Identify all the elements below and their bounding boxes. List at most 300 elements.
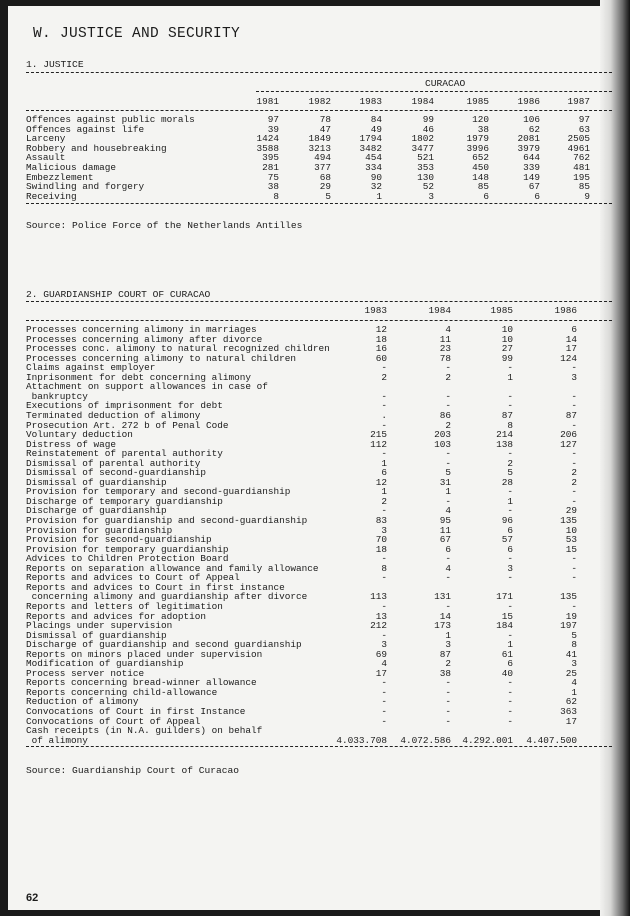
- table-cell: 53: [565, 534, 577, 546]
- table-cell: 4.033.708: [336, 734, 387, 746]
- table-cell: 2: [445, 658, 451, 670]
- table-cell: 135: [560, 591, 577, 603]
- table-cell: 1424: [256, 133, 279, 145]
- table-row-label: Processes concerning alimony after divorce: [26, 333, 263, 345]
- table-cell: 10: [501, 324, 513, 335]
- table-cell: 4: [445, 324, 451, 335]
- table-cell: -: [571, 448, 577, 460]
- table-cell: 3: [571, 658, 577, 670]
- table-cell: 120: [472, 114, 489, 125]
- table-cell: 13: [375, 610, 387, 622]
- table-cell: 12: [375, 476, 387, 488]
- table-row-label: Dismissal of guardianship: [26, 476, 167, 488]
- table-cell: 2: [571, 476, 577, 488]
- table-cell: -: [571, 572, 577, 584]
- table-cell: 2: [571, 467, 577, 479]
- table-cell: 18: [375, 543, 387, 555]
- table-cell: 197: [560, 620, 577, 632]
- table-cell: 6: [381, 467, 387, 479]
- table-cell: -: [381, 390, 387, 402]
- table-cell: 4.292.001: [462, 734, 513, 746]
- table-row-label: concerning alimony and guardianship after divorce: [26, 591, 308, 603]
- table-cell: 69: [375, 648, 387, 660]
- table-cell: -: [571, 400, 577, 412]
- table-row-label: Receiving: [26, 190, 77, 202]
- table-cell: -: [381, 400, 387, 412]
- table-cell: 63: [578, 123, 590, 135]
- table-cell: 3588: [256, 142, 279, 154]
- table-cell: 38: [439, 667, 451, 679]
- table-cell: 1: [507, 639, 513, 651]
- table-cell: 762: [573, 152, 590, 164]
- divider: [26, 301, 612, 302]
- table-cell: 1: [381, 486, 387, 498]
- table-cell: 3: [445, 639, 451, 651]
- table-row-label: Process server notice: [26, 667, 145, 679]
- table-row-label: Embezzlement: [26, 171, 94, 183]
- table-cell: 1794: [359, 133, 382, 145]
- table-row-label: Provision for second-guardianship: [26, 534, 212, 546]
- table-cell: 112: [370, 438, 387, 450]
- table-cell: 3477: [411, 142, 434, 154]
- table-cell: 3979: [517, 142, 540, 154]
- table-cell: -: [507, 600, 513, 612]
- table-row-label: Provision for guardianship and second-guardianship: [26, 515, 308, 526]
- table-cell: 47: [319, 123, 331, 135]
- table-cell: 3: [381, 524, 387, 536]
- year-header: 1985: [490, 305, 513, 316]
- table-cell: 2505: [567, 133, 590, 145]
- table-cell: 46: [422, 123, 434, 135]
- table-cell: 521: [417, 152, 434, 164]
- table-row-label: Larceny: [26, 133, 66, 145]
- table-cell: 3: [428, 190, 434, 202]
- table-cell: 4: [571, 677, 577, 689]
- table-cell: 62: [565, 696, 577, 708]
- table-cell: 4: [445, 562, 451, 574]
- table-row-label: bankruptcy: [26, 390, 88, 402]
- table-cell: 1: [376, 190, 382, 202]
- table-cell: 28: [501, 476, 513, 488]
- table-cell: -: [571, 553, 577, 565]
- table-cell: 2: [507, 457, 513, 469]
- table-cell: -: [571, 495, 577, 507]
- table-cell: 4.072.586: [400, 734, 451, 746]
- table-row-label: Reports and advices to Court in first instance: [26, 581, 285, 593]
- table-cell: 2081: [517, 133, 540, 145]
- table-cell: 17: [565, 715, 577, 727]
- table-row-label: Provision for temporary guardianship: [26, 543, 229, 555]
- table-cell: 113: [370, 591, 387, 603]
- divider: [26, 746, 612, 747]
- table-cell: 652: [472, 152, 489, 164]
- page-title: W. JUSTICE AND SECURITY: [33, 26, 241, 42]
- table-cell: 6: [483, 190, 489, 202]
- table-cell: 212: [370, 620, 387, 632]
- table-row-label: Inprisonment for debt concerning alimony: [26, 371, 252, 383]
- year-header: 1987: [567, 96, 590, 107]
- table-cell: -: [507, 715, 513, 727]
- table-cell: 481: [573, 162, 590, 173]
- table-cell: -: [381, 706, 387, 717]
- divider: [26, 110, 612, 111]
- table-row-label: Prosecution Art. 272 b of Penal Code: [26, 419, 229, 431]
- table-cell: 60: [375, 352, 387, 364]
- table-cell: 84: [370, 114, 382, 125]
- year-header: 1981: [256, 96, 279, 107]
- table-cell: 206: [560, 429, 577, 441]
- table-row-label: Reinstatement of parental authority: [26, 448, 223, 460]
- table-cell: 6: [445, 543, 451, 555]
- table-cell: 62: [528, 123, 540, 135]
- table-cell: -: [445, 390, 451, 402]
- table-cell: 3: [507, 562, 513, 574]
- table-cell: 23: [439, 343, 451, 355]
- page-binding-edge: [600, 0, 630, 916]
- table-row-label: Swindling and forgery: [26, 181, 145, 193]
- table-row-label: Dismissal of guardianship: [26, 629, 167, 641]
- table-cell: 1: [507, 371, 513, 383]
- divider: [26, 72, 612, 73]
- table-cell: 4961: [567, 142, 590, 154]
- table-row-label: Distress of wage: [26, 438, 117, 450]
- table-row-label: Modification of guardianship: [26, 658, 184, 670]
- table-cell: 131: [434, 591, 451, 603]
- guardianship-heading: 2. GUARDIANSHIP COURT OF CURACAO: [26, 289, 211, 300]
- table-cell: -: [507, 572, 513, 584]
- table-cell: -: [381, 686, 387, 698]
- table-cell: 9: [584, 190, 590, 202]
- year-header: 1983: [364, 305, 387, 316]
- table-cell: 17: [375, 667, 387, 679]
- table-cell: 41: [565, 648, 577, 660]
- table-cell: 6: [534, 190, 540, 202]
- table-cell: 3: [381, 639, 387, 651]
- table-cell: 67: [528, 181, 540, 193]
- table-cell: 1802: [411, 133, 434, 145]
- table-cell: 148: [472, 171, 489, 183]
- table-row-label: Dismissal of second-guardianship: [26, 467, 207, 479]
- table-row-label: Reports on minors placed under supervision: [26, 648, 263, 660]
- table-cell: -: [445, 362, 451, 374]
- table-cell: 127: [560, 438, 577, 450]
- table-cell: 2: [445, 371, 451, 383]
- table-cell: -: [381, 572, 387, 584]
- table-cell: 83: [375, 515, 387, 526]
- table-row-label: Processes concerning alimony in marriages: [26, 324, 257, 335]
- divider: [26, 203, 612, 204]
- table-row-label: Offences against public morals: [26, 114, 195, 125]
- table-cell: 40: [501, 667, 513, 679]
- table-cell: 61: [501, 648, 513, 660]
- table-cell: 16: [375, 343, 387, 355]
- table-cell: -: [445, 400, 451, 412]
- justice-heading: 1. JUSTICE: [26, 59, 84, 70]
- table-cell: 78: [319, 114, 331, 125]
- year-header: 1982: [308, 96, 331, 107]
- table-cell: 85: [578, 181, 590, 193]
- table-cell: 1: [507, 495, 513, 507]
- table-row-label: Reports concerning bread-winner allowance: [26, 677, 257, 689]
- table-cell: 363: [560, 706, 577, 717]
- table-row-label: Assault: [26, 152, 66, 164]
- table-cell: -: [507, 629, 513, 641]
- table-cell: -: [507, 390, 513, 402]
- table-cell: -: [571, 486, 577, 498]
- table-row-label: Dismissal of parental authority: [26, 457, 201, 469]
- table-row-label: Provision for guardianship: [26, 524, 173, 536]
- table-cell: -: [445, 715, 451, 727]
- table-cell: 353: [417, 162, 434, 173]
- table-cell: 87: [501, 409, 513, 421]
- table-row-label: Reports and letters of legitimation: [26, 600, 223, 612]
- table-cell: -: [571, 562, 577, 574]
- table-row-label: Cash receipts (in N.A. guilders) on behalf: [26, 725, 263, 737]
- table-row-label: Executions of imprisonment for debt: [26, 400, 223, 412]
- table-row-label: Reports and advices for adoption: [26, 610, 207, 622]
- table-row-label: Voluntary deduction: [26, 429, 133, 441]
- table-cell: -: [381, 677, 387, 689]
- divider: [256, 91, 612, 92]
- table-cell: 395: [262, 152, 279, 164]
- table-cell: 6: [507, 524, 513, 536]
- table-cell: 1: [381, 457, 387, 469]
- table-cell: 135: [560, 515, 577, 526]
- table-cell: 99: [501, 352, 513, 364]
- table-row-label: Offences against life: [26, 123, 145, 135]
- table-cell: -: [571, 419, 577, 431]
- table-cell: 138: [496, 438, 513, 450]
- table-cell: -: [507, 696, 513, 708]
- table-cell: -: [381, 419, 387, 431]
- table-cell: 18: [375, 333, 387, 345]
- table-cell: 99: [422, 114, 434, 125]
- table-cell: 281: [262, 162, 279, 173]
- table-cell: 195: [573, 171, 590, 183]
- table-cell: 85: [477, 181, 489, 193]
- table-cell: 11: [439, 524, 451, 536]
- table-cell: -: [571, 362, 577, 374]
- table-cell: 5: [445, 467, 451, 479]
- table-cell: 25: [565, 667, 577, 679]
- table-cell: 70: [375, 534, 387, 546]
- table-cell: 95: [439, 515, 451, 526]
- table-cell: 171: [496, 591, 513, 603]
- table-cell: 75: [267, 171, 279, 183]
- table-cell: -: [507, 486, 513, 498]
- justice-source: Source: Police Force of the Netherlands Antilles: [26, 220, 303, 231]
- table-cell: 19: [565, 610, 577, 622]
- table-cell: 6: [571, 324, 577, 335]
- table-cell: -: [507, 400, 513, 412]
- table-cell: 32: [370, 181, 382, 193]
- table-cell: -: [381, 448, 387, 460]
- table-row-label: Processes concerning alimony to natural children: [26, 352, 297, 364]
- table-cell: .: [381, 409, 387, 421]
- table-cell: 215: [370, 429, 387, 441]
- table-cell: 8: [571, 639, 577, 651]
- table-cell: 67: [439, 534, 451, 546]
- table-cell: 68: [319, 171, 331, 183]
- table-cell: 14: [565, 333, 577, 345]
- table-cell: -: [445, 696, 451, 708]
- table-cell: -: [507, 553, 513, 565]
- divider: [26, 320, 612, 321]
- table-cell: 49: [370, 123, 382, 135]
- table-cell: -: [445, 572, 451, 584]
- table-cell: 87: [565, 409, 577, 421]
- table-cell: -: [507, 448, 513, 460]
- table-cell: 5: [325, 190, 331, 202]
- table-cell: 1: [445, 486, 451, 498]
- table-row-label: Discharge of guardianship: [26, 505, 167, 517]
- table-cell: 8: [381, 562, 387, 574]
- year-header: 1985: [466, 96, 489, 107]
- table-row-label: Reports on separation allowance and family allowance: [26, 562, 319, 574]
- table-cell: 334: [365, 162, 382, 173]
- table-cell: -: [381, 600, 387, 612]
- table-cell: 97: [267, 114, 279, 125]
- table-cell: 97: [578, 114, 590, 125]
- table-cell: 52: [422, 181, 434, 193]
- table-row-label: Terminated deduction of alimony: [26, 409, 201, 421]
- table-cell: 90: [370, 171, 382, 183]
- table-cell: 6: [507, 543, 513, 555]
- table-cell: 38: [477, 123, 489, 135]
- year-header: 1986: [554, 305, 577, 316]
- table-cell: -: [507, 505, 513, 517]
- table-cell: 1: [571, 686, 577, 698]
- table-cell: 2: [445, 419, 451, 431]
- year-header: 1983: [359, 96, 382, 107]
- table-row-label: Discharge of guardianship and second guardianship: [26, 639, 302, 651]
- table-cell: 96: [501, 515, 513, 526]
- table-cell: 203: [434, 429, 451, 441]
- table-row-label: Processes conc. alimony to natural recognized children: [26, 343, 330, 355]
- table-cell: -: [445, 706, 451, 717]
- table-row-label: Reduction of alimony: [26, 696, 139, 708]
- table-cell: 339: [523, 162, 540, 173]
- table-row-label: Claims against employer: [26, 362, 156, 374]
- table-cell: 2: [381, 495, 387, 507]
- table-cell: 8: [507, 419, 513, 431]
- table-cell: 184: [496, 620, 513, 632]
- table-cell: -: [445, 600, 451, 612]
- page-number: 62: [26, 892, 39, 904]
- table-cell: 4: [445, 505, 451, 517]
- table-cell: 31: [439, 476, 451, 488]
- table-cell: -: [381, 505, 387, 517]
- table-cell: 5: [571, 629, 577, 641]
- table-cell: 450: [472, 162, 489, 173]
- table-cell: 5: [507, 467, 513, 479]
- table-cell: 377: [314, 162, 331, 173]
- table-row-label: Convocations of Court of Appeal: [26, 715, 201, 727]
- table-cell: -: [381, 553, 387, 565]
- table-cell: 15: [565, 543, 577, 555]
- table-cell: 103: [434, 438, 451, 450]
- table-cell: -: [381, 696, 387, 708]
- table-row-label: Convocations of Court in first Instance: [26, 706, 246, 717]
- table-cell: 87: [439, 648, 451, 660]
- year-header: 1984: [428, 305, 451, 316]
- table-cell: 3213: [308, 142, 331, 154]
- table-cell: -: [445, 553, 451, 565]
- table-cell: 106: [523, 114, 540, 125]
- table-cell: 214: [496, 429, 513, 441]
- table-cell: 130: [417, 171, 434, 183]
- table-cell: -: [381, 715, 387, 727]
- table-cell: 4.407.500: [526, 734, 577, 746]
- table-cell: 39: [267, 123, 279, 135]
- table-cell: -: [381, 362, 387, 374]
- table-cell: 10: [565, 524, 577, 536]
- table-cell: 14: [439, 610, 451, 622]
- table-cell: 3482: [359, 142, 382, 154]
- table-cell: -: [507, 677, 513, 689]
- table-row-label: Attachment on support allowances in case of: [26, 381, 268, 393]
- table-row-label: Provision for temporary and second-guardianship: [26, 486, 291, 498]
- table-cell: 173: [434, 620, 451, 632]
- table-row-label: of alimony: [26, 734, 88, 746]
- year-header: 1984: [411, 96, 434, 107]
- table-cell: 1979: [466, 133, 489, 145]
- table-cell: -: [571, 390, 577, 402]
- table-cell: 12: [375, 324, 387, 335]
- table-cell: 644: [523, 152, 540, 164]
- table-row-label: Discharge of temporary guardianship: [26, 495, 223, 507]
- table-cell: -: [507, 686, 513, 698]
- table-cell: 6: [507, 658, 513, 670]
- table-cell: -: [507, 362, 513, 374]
- table-cell: -: [445, 457, 451, 469]
- table-row-label: Reports concerning child-allowance: [26, 686, 218, 698]
- table-cell: 1: [445, 629, 451, 641]
- table-cell: 8: [273, 190, 279, 202]
- table-cell: 86: [439, 409, 451, 421]
- table-cell: -: [445, 677, 451, 689]
- table-cell: 124: [560, 352, 577, 364]
- table-cell: 2: [381, 371, 387, 383]
- table-cell: -: [507, 706, 513, 717]
- table-cell: 57: [501, 534, 513, 546]
- table-cell: 11: [439, 333, 451, 345]
- table-cell: 38: [267, 181, 279, 193]
- table-cell: -: [381, 629, 387, 641]
- table-cell: 1849: [308, 133, 331, 145]
- table-cell: 10: [501, 333, 513, 345]
- table-cell: 3: [571, 371, 577, 383]
- table-row-label: Reports and advices to Court of Appeal: [26, 572, 240, 584]
- curacao-group-label: CURACAO: [425, 78, 466, 89]
- table-cell: 15: [501, 610, 513, 622]
- table-cell: 17: [565, 343, 577, 355]
- table-cell: 494: [314, 152, 331, 164]
- table-cell: -: [445, 495, 451, 507]
- table-cell: -: [445, 448, 451, 460]
- table-cell: 3996: [466, 142, 489, 154]
- table-cell: -: [445, 686, 451, 698]
- table-cell: 4: [381, 658, 387, 670]
- table-row-label: Advices to Children Protection Board: [26, 553, 229, 565]
- table-cell: -: [571, 457, 577, 469]
- guardianship-source: Source: Guardianship Court of Curacao: [26, 765, 240, 776]
- table-row-label: Robbery and housebreaking: [26, 142, 167, 154]
- table-row-label: Malicious damage: [26, 162, 117, 173]
- table-cell: 29: [565, 505, 577, 517]
- table-cell: 149: [523, 171, 540, 183]
- table-cell: -: [571, 600, 577, 612]
